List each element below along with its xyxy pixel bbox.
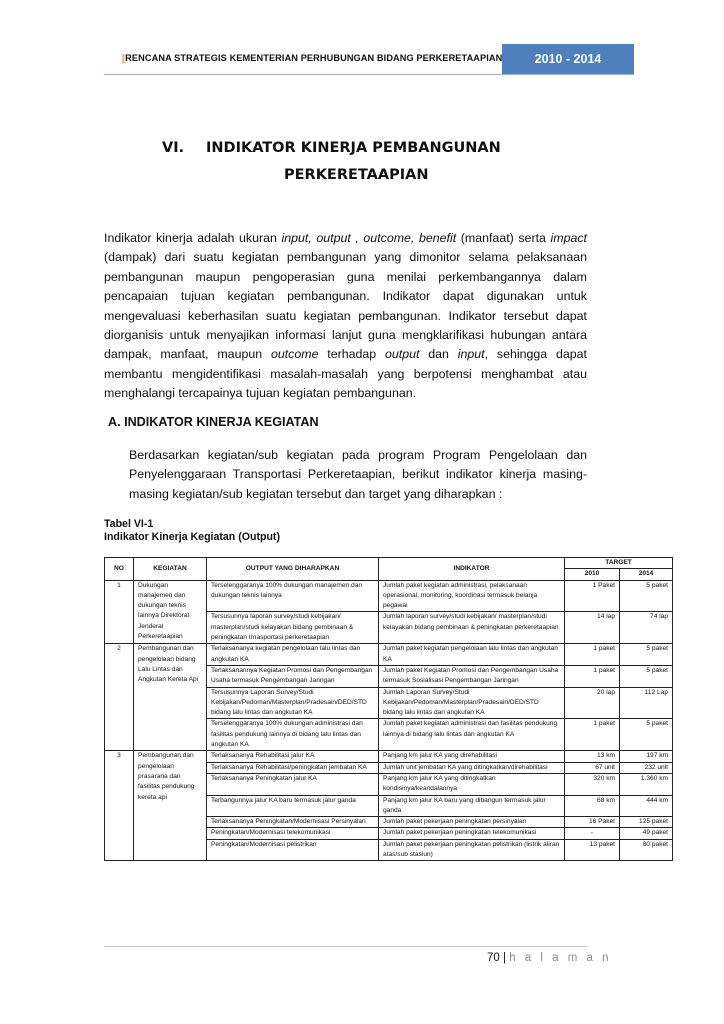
cell-indikator: Jumlah paket kegiatan administrasi dan fasilitas pendukung lainnya di bidang lalu lintas dan angkutan KA	[379, 719, 565, 751]
cell-kegiatan: Pembangunan dan pengelolaan bidang Lalu Lintas dan Angkutan Kereta Api	[134, 644, 207, 751]
section-heading: A. INDIKATOR KINERJA KEGIATAN	[108, 415, 319, 429]
cell-output: Terlaksanannya Kegiatan Promosi dan Pengembangan Usaha termasuk Pengembangan Jaringan	[207, 665, 379, 687]
col-header-target: TARGET	[565, 558, 673, 569]
cell-target-2010: 13 paket	[565, 839, 620, 861]
cell-kegiatan: Dukungan manajemen dan dukungan teknis lainnya Direktorat Jenderal Perkeretaapian	[134, 580, 207, 644]
cell-output: Peningkatan/Modernisasi pelistrikan	[207, 839, 379, 861]
col-header-no: NO	[105, 558, 134, 581]
cell-indikator: Jumlah paket pekerjaan peningkatan persinyalan	[379, 817, 565, 828]
cell-target-2010: 16 Paket	[565, 817, 620, 828]
cell-output: Terbangunnya jalur KA baru termasuk jalur ganda	[207, 795, 379, 817]
cell-indikator: Panjang km jalur KA baru yang dibangun termasuk jalur ganda	[379, 795, 565, 817]
cell-target-2010: 14 lap	[565, 612, 620, 644]
cell-no: 1	[105, 580, 134, 644]
col-header-2014: 2014	[620, 569, 673, 580]
cell-target-2010: 67 unit	[565, 762, 620, 773]
cell-target-2010: 20 lap	[565, 687, 620, 719]
col-header-2010: 2010	[565, 569, 620, 580]
cell-indikator: Jumlah unit jembatan KA yang ditingkatkan/direhabilitasi	[379, 762, 565, 773]
cell-target-2010: -	[565, 828, 620, 839]
cell-output: Peningkatan/Modernisasi telekomunikasi	[207, 828, 379, 839]
running-header	[104, 44, 634, 74]
cell-output: Terlaksananya kegiatan pengelolaan lalu lintas dan angkutan KA	[207, 644, 379, 666]
table-caption-number: Tabel VI-1	[104, 518, 154, 530]
cell-target-2014: 112 Lap	[620, 687, 673, 719]
table-caption-title: Indikator Kinerja Kegiatan (Output)	[104, 531, 280, 543]
section-paragraph: Berdasarkan kegiatan/sub kegiatan pada program Program Pengelolaan dan Penyelenggaraan Transportasi Perkeretaapian, berikut indikator kinerja masing-masing kegiatan/sub kegiatan tersebut dan target yang diharapkan :	[129, 448, 587, 501]
cell-no: 2	[105, 644, 134, 751]
cell-target-2014: 197 km	[620, 751, 673, 762]
col-header-indikator: INDIKATOR	[379, 558, 565, 581]
cell-indikator: Jumlah paket kegiatan pengelolaan lalu lintas dan angkutan KA	[379, 644, 565, 666]
cell-target-2014: 49 paket	[620, 828, 673, 839]
chapter-title-line2: PERKERETAAPIAN	[284, 167, 429, 183]
cell-target-2010: 13 km	[565, 751, 620, 762]
cell-output: Terselenggaranya 100% dukungan manajemen dan dukungan teknis lainnya	[207, 580, 379, 612]
page-number: 70	[487, 952, 500, 964]
col-header-output: OUTPUT YANG DIHARAPKAN	[207, 558, 379, 581]
intro-paragraph: Indikator kinerja adalah ukuran input, output , outcome, benefit (manfaat) serta impact (dampak) dari suatu kegiatan pembangunan yang dimonitor selama pelaksanaan pembangunan maupun pengoperasian guna menilai perkembangannya dalam pencapaian tujuan kegiatan pembangunan. Indikator dapat digunakan untuk mengevaluasi keberhasilan suatu kegiatan pembangunan. Indikator tersebut dapat diorganisis untuk menyajikan informasi lanjut guna mengklarifikasi hubungan antara dampak, manfaat, maupun outcome terhadap output dan input, sehingga dapat membantu mengidentifikasi masalah-masalah yang berpotensi menghambat atau menghalangi tercapainya tujuan kegiatan pembangunan.	[104, 231, 587, 401]
cell-indikator: Jumlah Laporan Survey/Studi Kebijakan/Pedoman/Masterplan/Pradesain/DED/STD bidang lalu lintas dan angkutan KA	[379, 687, 565, 719]
cell-target-2014: 1.360 km	[620, 773, 673, 795]
header-title: [RENCANA STRATEGIS KEMENTERIAN PERHUBUNGAN BIDANG PERKERETAAPIAN	[122, 53, 503, 63]
cell-target-2014: 5 paket	[620, 580, 673, 612]
cell-output: Terlaksananya Rehabilitasi/peningkatan jembatan KA	[207, 762, 379, 773]
col-header-kegiatan: KEGIATAN	[134, 558, 207, 581]
cell-indikator: Jumlah paket pekerjaan peningkatan telekomunikasi	[379, 828, 565, 839]
page-label: h a l a m a n	[509, 952, 612, 964]
cell-output: Terlaksananya Peningkatan jalur KA	[207, 773, 379, 795]
cell-output: Tersusunnya Laporan Survey/Studi Kebijakan/Pedoman/Masterplan/Pradesain/DED/STD bidang lalu lintas dan angkutan KA	[207, 687, 379, 719]
cell-target-2010: 1 paket	[565, 719, 620, 751]
cell-no: 3	[105, 751, 134, 861]
cell-target-2014: 5 paket	[620, 665, 673, 687]
cell-target-2014: 444 km	[620, 795, 673, 817]
cell-target-2010: 68 km	[565, 795, 620, 817]
cell-output: Tersusunnya laporan survey/studi kebijakan/ masterplan/studi kelayakan bidang pembinaan & peningkatan trnasportasi perkeretaapian	[207, 612, 379, 644]
cell-target-2014: 5 paket	[620, 719, 673, 751]
chapter-title-line1: INDIKATOR KINERJA PEMBANGUNAN	[206, 140, 501, 156]
cell-target-2010: 1 paket	[565, 665, 620, 687]
table-row	[105, 580, 673, 612]
table-row	[105, 644, 673, 666]
cell-target-2014: 5 paket	[620, 644, 673, 666]
cell-target-2010: 1 paket	[565, 644, 620, 666]
cell-target-2010: 320 km	[565, 773, 620, 795]
cell-indikator: Jumlah paket Kegiatan Promosi dan Pengembangan Usaha termasuk Sosialisasi Pengembangan Jaringan	[379, 665, 565, 687]
cell-indikator: Panjang km jalur KA yang direhabilitasi	[379, 751, 565, 762]
cell-output: Terlaksananya Rehabilitasi jalur KA	[207, 751, 379, 762]
header-years-badge: 2010 - 2014	[502, 44, 634, 74]
cell-indikator: Jumlah paket pekerjaan peningkatan pelistrikan (listrik aliran atas/sub stasiun)	[379, 839, 565, 861]
footer-divider	[104, 946, 587, 947]
cell-target-2014: 125 paket	[620, 817, 673, 828]
indicator-table	[104, 557, 673, 861]
header-divider	[104, 74, 634, 75]
cell-kegiatan: Pembangunan dan pengelolaan prasarana dan fasilitas pendukung kereta api	[134, 751, 207, 861]
cell-indikator: Panjang km jalur KA yang ditingkatkan kondisinya/keandalannya	[379, 773, 565, 795]
cell-indikator: Jumlah paket kegiatan administrasi, pelaksanaan operasional, monitoring, koordinasi termasuk belanja pegawai	[379, 580, 565, 612]
cell-target-2014: 74 lap	[620, 612, 673, 644]
table-row	[105, 751, 673, 762]
cell-output: Terselenggaranya 100% dukungan administrasi dan fasilitas pendukung lainnya di bidang lalu lintas dan angkutan KA	[207, 719, 379, 751]
cell-target-2014: 232 unit	[620, 762, 673, 773]
cell-target-2010: 1 Paket	[565, 580, 620, 612]
chapter-number: VI.	[162, 140, 185, 156]
cell-indikator: Jumlah laporan survey/studi kebijakan/ masterplan/studi kelayakan bidang pembinaan & peningkatan perkeretaapian	[379, 612, 565, 644]
cell-output: Terlaksananya Peningkatan/Modernisasi Persinyalan	[207, 817, 379, 828]
page-footer: 70 | h a l a m a n	[487, 952, 612, 964]
cell-target-2014: 80 paket	[620, 839, 673, 861]
